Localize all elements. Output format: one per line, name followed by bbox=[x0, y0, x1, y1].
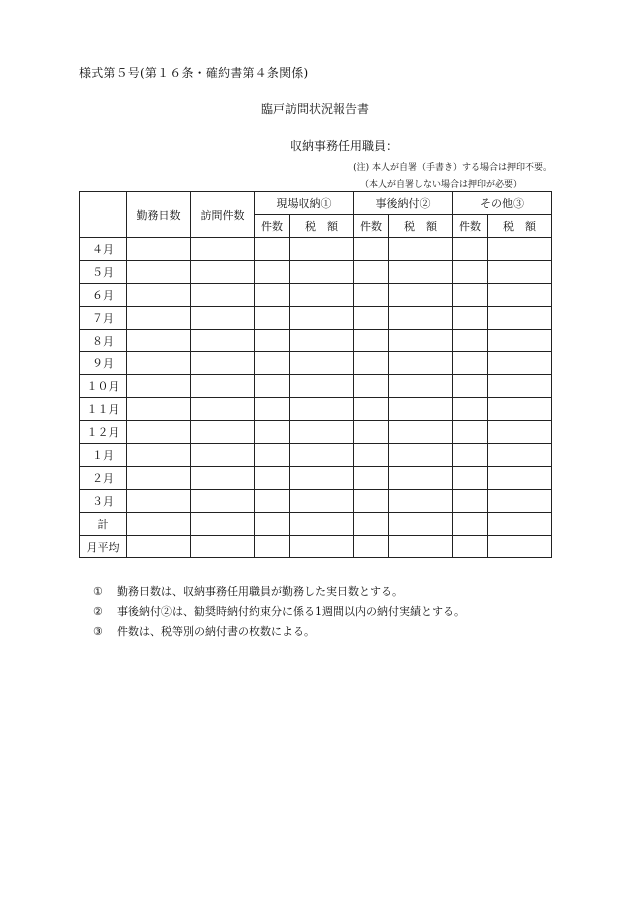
blank-cell[interactable] bbox=[127, 375, 191, 398]
blank-cell[interactable] bbox=[354, 260, 389, 283]
blank-cell[interactable] bbox=[389, 398, 453, 421]
blank-cell[interactable] bbox=[453, 260, 488, 283]
blank-cell[interactable] bbox=[290, 260, 354, 283]
blank-cell[interactable] bbox=[290, 512, 354, 535]
blank-cell[interactable] bbox=[191, 421, 255, 444]
table-row bbox=[80, 306, 552, 329]
blank-cell[interactable] bbox=[127, 535, 191, 558]
blank-cell[interactable] bbox=[389, 238, 453, 261]
blank-cell[interactable] bbox=[255, 444, 290, 467]
blank-cell[interactable] bbox=[290, 329, 354, 352]
clerk-label: 収納事務任用職員： bbox=[290, 139, 399, 153]
footnote: ② 事後納付②は、勧奨時納付約束分に係る1週間以内の納付実績とする。 bbox=[93, 605, 465, 618]
blank-cell[interactable] bbox=[290, 535, 354, 558]
blank-cell[interactable] bbox=[488, 329, 552, 352]
footnote: ③ 件数は、税等別の納付書の枚数による。 bbox=[93, 625, 315, 638]
blank-cell[interactable] bbox=[488, 238, 552, 261]
blank-cell[interactable] bbox=[389, 260, 453, 283]
blank-cell[interactable] bbox=[191, 238, 255, 261]
blank-cell[interactable] bbox=[389, 283, 453, 306]
blank-cell[interactable] bbox=[290, 375, 354, 398]
row-label: ７月 bbox=[80, 306, 127, 329]
blank-cell[interactable] bbox=[453, 489, 488, 512]
blank-cell[interactable] bbox=[354, 375, 389, 398]
blank-cell[interactable] bbox=[127, 238, 191, 261]
blank-cell[interactable] bbox=[255, 329, 290, 352]
blank-cell[interactable] bbox=[488, 375, 552, 398]
header-corner bbox=[80, 192, 127, 238]
table-row bbox=[80, 352, 552, 375]
blank-cell[interactable] bbox=[255, 421, 290, 444]
blank-cell[interactable] bbox=[354, 283, 389, 306]
blank-cell[interactable] bbox=[354, 238, 389, 261]
row-label: 月平均 bbox=[80, 535, 127, 558]
table-row bbox=[80, 466, 552, 489]
blank-cell[interactable] bbox=[255, 352, 290, 375]
blank-cell[interactable] bbox=[453, 512, 488, 535]
seal-note: (注) 本人が自署（手書き）する場合は押印不要。 bbox=[353, 163, 552, 173]
blank-cell[interactable] bbox=[191, 489, 255, 512]
blank-cell[interactable] bbox=[453, 329, 488, 352]
table-row bbox=[80, 489, 552, 512]
blank-cell[interactable] bbox=[255, 535, 290, 558]
table-row bbox=[80, 444, 552, 467]
footnotes bbox=[93, 582, 465, 642]
table-row bbox=[80, 283, 552, 306]
blank-cell[interactable] bbox=[453, 466, 488, 489]
blank-cell[interactable] bbox=[389, 466, 453, 489]
blank-cell[interactable] bbox=[389, 421, 453, 444]
blank-cell[interactable] bbox=[255, 375, 290, 398]
blank-cell[interactable] bbox=[453, 306, 488, 329]
blank-cell[interactable] bbox=[127, 306, 191, 329]
blank-cell[interactable] bbox=[127, 421, 191, 444]
blank-cell[interactable] bbox=[389, 444, 453, 467]
blank-cell[interactable] bbox=[255, 489, 290, 512]
table-row bbox=[80, 535, 552, 558]
blank-cell[interactable] bbox=[354, 306, 389, 329]
header-other: その他③ bbox=[453, 192, 552, 215]
row-label: １２月 bbox=[80, 421, 127, 444]
blank-cell[interactable] bbox=[127, 489, 191, 512]
blank-cell[interactable] bbox=[453, 535, 488, 558]
blank-cell[interactable] bbox=[191, 260, 255, 283]
header-work-days: 勤務日数 bbox=[127, 192, 191, 238]
row-label: ４月 bbox=[80, 238, 127, 261]
blank-cell[interactable] bbox=[127, 283, 191, 306]
blank-cell[interactable] bbox=[354, 444, 389, 467]
blank-cell[interactable] bbox=[191, 512, 255, 535]
blank-cell[interactable] bbox=[290, 489, 354, 512]
blank-cell[interactable] bbox=[127, 512, 191, 535]
blank-cell[interactable] bbox=[488, 398, 552, 421]
blank-cell[interactable] bbox=[191, 375, 255, 398]
blank-cell[interactable] bbox=[488, 306, 552, 329]
blank-cell[interactable] bbox=[453, 398, 488, 421]
document-title: 臨戸訪問状況報告書 bbox=[260, 102, 369, 116]
blank-cell[interactable] bbox=[354, 421, 389, 444]
row-label: １０月 bbox=[80, 375, 127, 398]
blank-cell[interactable] bbox=[488, 283, 552, 306]
header-tax: 税 額 bbox=[389, 215, 453, 238]
blank-cell[interactable] bbox=[488, 489, 552, 512]
blank-cell[interactable] bbox=[255, 283, 290, 306]
blank-cell[interactable] bbox=[290, 421, 354, 444]
blank-cell[interactable] bbox=[488, 512, 552, 535]
blank-cell[interactable] bbox=[453, 283, 488, 306]
blank-cell[interactable] bbox=[354, 466, 389, 489]
blank-cell[interactable] bbox=[191, 329, 255, 352]
blank-cell[interactable] bbox=[453, 421, 488, 444]
blank-cell[interactable] bbox=[191, 352, 255, 375]
header-visits: 訪問件数 bbox=[191, 192, 255, 238]
blank-cell[interactable] bbox=[290, 466, 354, 489]
blank-cell[interactable] bbox=[354, 352, 389, 375]
header-count: 件数 bbox=[453, 215, 488, 238]
header-later: 事後納付② bbox=[354, 192, 453, 215]
table-row bbox=[80, 329, 552, 352]
blank-cell[interactable] bbox=[127, 329, 191, 352]
blank-cell[interactable] bbox=[488, 421, 552, 444]
blank-cell[interactable] bbox=[453, 238, 488, 261]
row-label: ５月 bbox=[80, 260, 127, 283]
blank-cell[interactable] bbox=[127, 260, 191, 283]
blank-cell[interactable] bbox=[127, 352, 191, 375]
blank-cell[interactable] bbox=[354, 329, 389, 352]
table-row bbox=[80, 375, 552, 398]
blank-cell[interactable] bbox=[127, 444, 191, 467]
blank-cell[interactable] bbox=[255, 512, 290, 535]
blank-cell[interactable] bbox=[255, 260, 290, 283]
blank-cell[interactable] bbox=[488, 352, 552, 375]
header-count: 件数 bbox=[354, 215, 389, 238]
blank-cell[interactable] bbox=[255, 306, 290, 329]
blank-cell[interactable] bbox=[290, 352, 354, 375]
row-label: ８月 bbox=[80, 329, 127, 352]
blank-cell[interactable] bbox=[354, 398, 389, 421]
blank-cell[interactable] bbox=[127, 466, 191, 489]
table-row bbox=[80, 238, 552, 261]
blank-cell[interactable] bbox=[290, 398, 354, 421]
blank-cell[interactable] bbox=[255, 398, 290, 421]
footnote: ① 勤務日数は、収納事務任用職員が勤務した実日数とする。 bbox=[93, 585, 403, 598]
row-label: １１月 bbox=[80, 398, 127, 421]
blank-cell[interactable] bbox=[488, 466, 552, 489]
blank-cell[interactable] bbox=[389, 375, 453, 398]
blank-cell[interactable] bbox=[453, 352, 488, 375]
blank-cell[interactable] bbox=[191, 398, 255, 421]
row-label: ２月 bbox=[80, 466, 127, 489]
blank-cell[interactable] bbox=[191, 306, 255, 329]
table-row bbox=[80, 421, 552, 444]
blank-cell[interactable] bbox=[127, 398, 191, 421]
blank-cell[interactable] bbox=[255, 466, 290, 489]
blank-cell[interactable] bbox=[191, 535, 255, 558]
blank-cell[interactable] bbox=[290, 238, 354, 261]
blank-cell[interactable] bbox=[488, 535, 552, 558]
blank-cell[interactable] bbox=[453, 375, 488, 398]
blank-cell[interactable] bbox=[389, 512, 453, 535]
header-tax: 税 額 bbox=[488, 215, 552, 238]
blank-cell[interactable] bbox=[191, 466, 255, 489]
blank-cell[interactable] bbox=[453, 444, 488, 467]
blank-cell[interactable] bbox=[290, 444, 354, 467]
row-label: １月 bbox=[80, 444, 127, 467]
blank-cell[interactable] bbox=[389, 329, 453, 352]
blank-cell[interactable] bbox=[389, 489, 453, 512]
row-label: ３月 bbox=[80, 489, 127, 512]
blank-cell[interactable] bbox=[191, 444, 255, 467]
blank-cell[interactable] bbox=[389, 306, 453, 329]
blank-cell[interactable] bbox=[488, 444, 552, 467]
table-row bbox=[80, 398, 552, 421]
blank-cell[interactable] bbox=[354, 512, 389, 535]
blank-cell[interactable] bbox=[191, 283, 255, 306]
table-row bbox=[80, 512, 552, 535]
row-label: ６月 bbox=[80, 283, 127, 306]
blank-cell[interactable] bbox=[389, 352, 453, 375]
blank-cell[interactable] bbox=[354, 535, 389, 558]
seal-note-2: （本人が自署しない場合は押印が必要） bbox=[359, 180, 522, 190]
blank-cell[interactable] bbox=[255, 238, 290, 261]
table-row bbox=[80, 260, 552, 283]
blank-cell[interactable] bbox=[290, 283, 354, 306]
blank-cell[interactable] bbox=[354, 489, 389, 512]
blank-cell[interactable] bbox=[488, 260, 552, 283]
row-label: 計 bbox=[80, 512, 127, 535]
blank-cell[interactable] bbox=[290, 306, 354, 329]
header-count: 件数 bbox=[255, 215, 290, 238]
header-onsite: 現場収納① bbox=[255, 192, 354, 215]
report-table bbox=[79, 191, 552, 558]
form-number: 様式第５号(第１６条・確約書第４条関係) bbox=[79, 66, 309, 80]
header-tax: 税 額 bbox=[290, 215, 354, 238]
blank-cell[interactable] bbox=[389, 535, 453, 558]
row-label: ９月 bbox=[80, 352, 127, 375]
